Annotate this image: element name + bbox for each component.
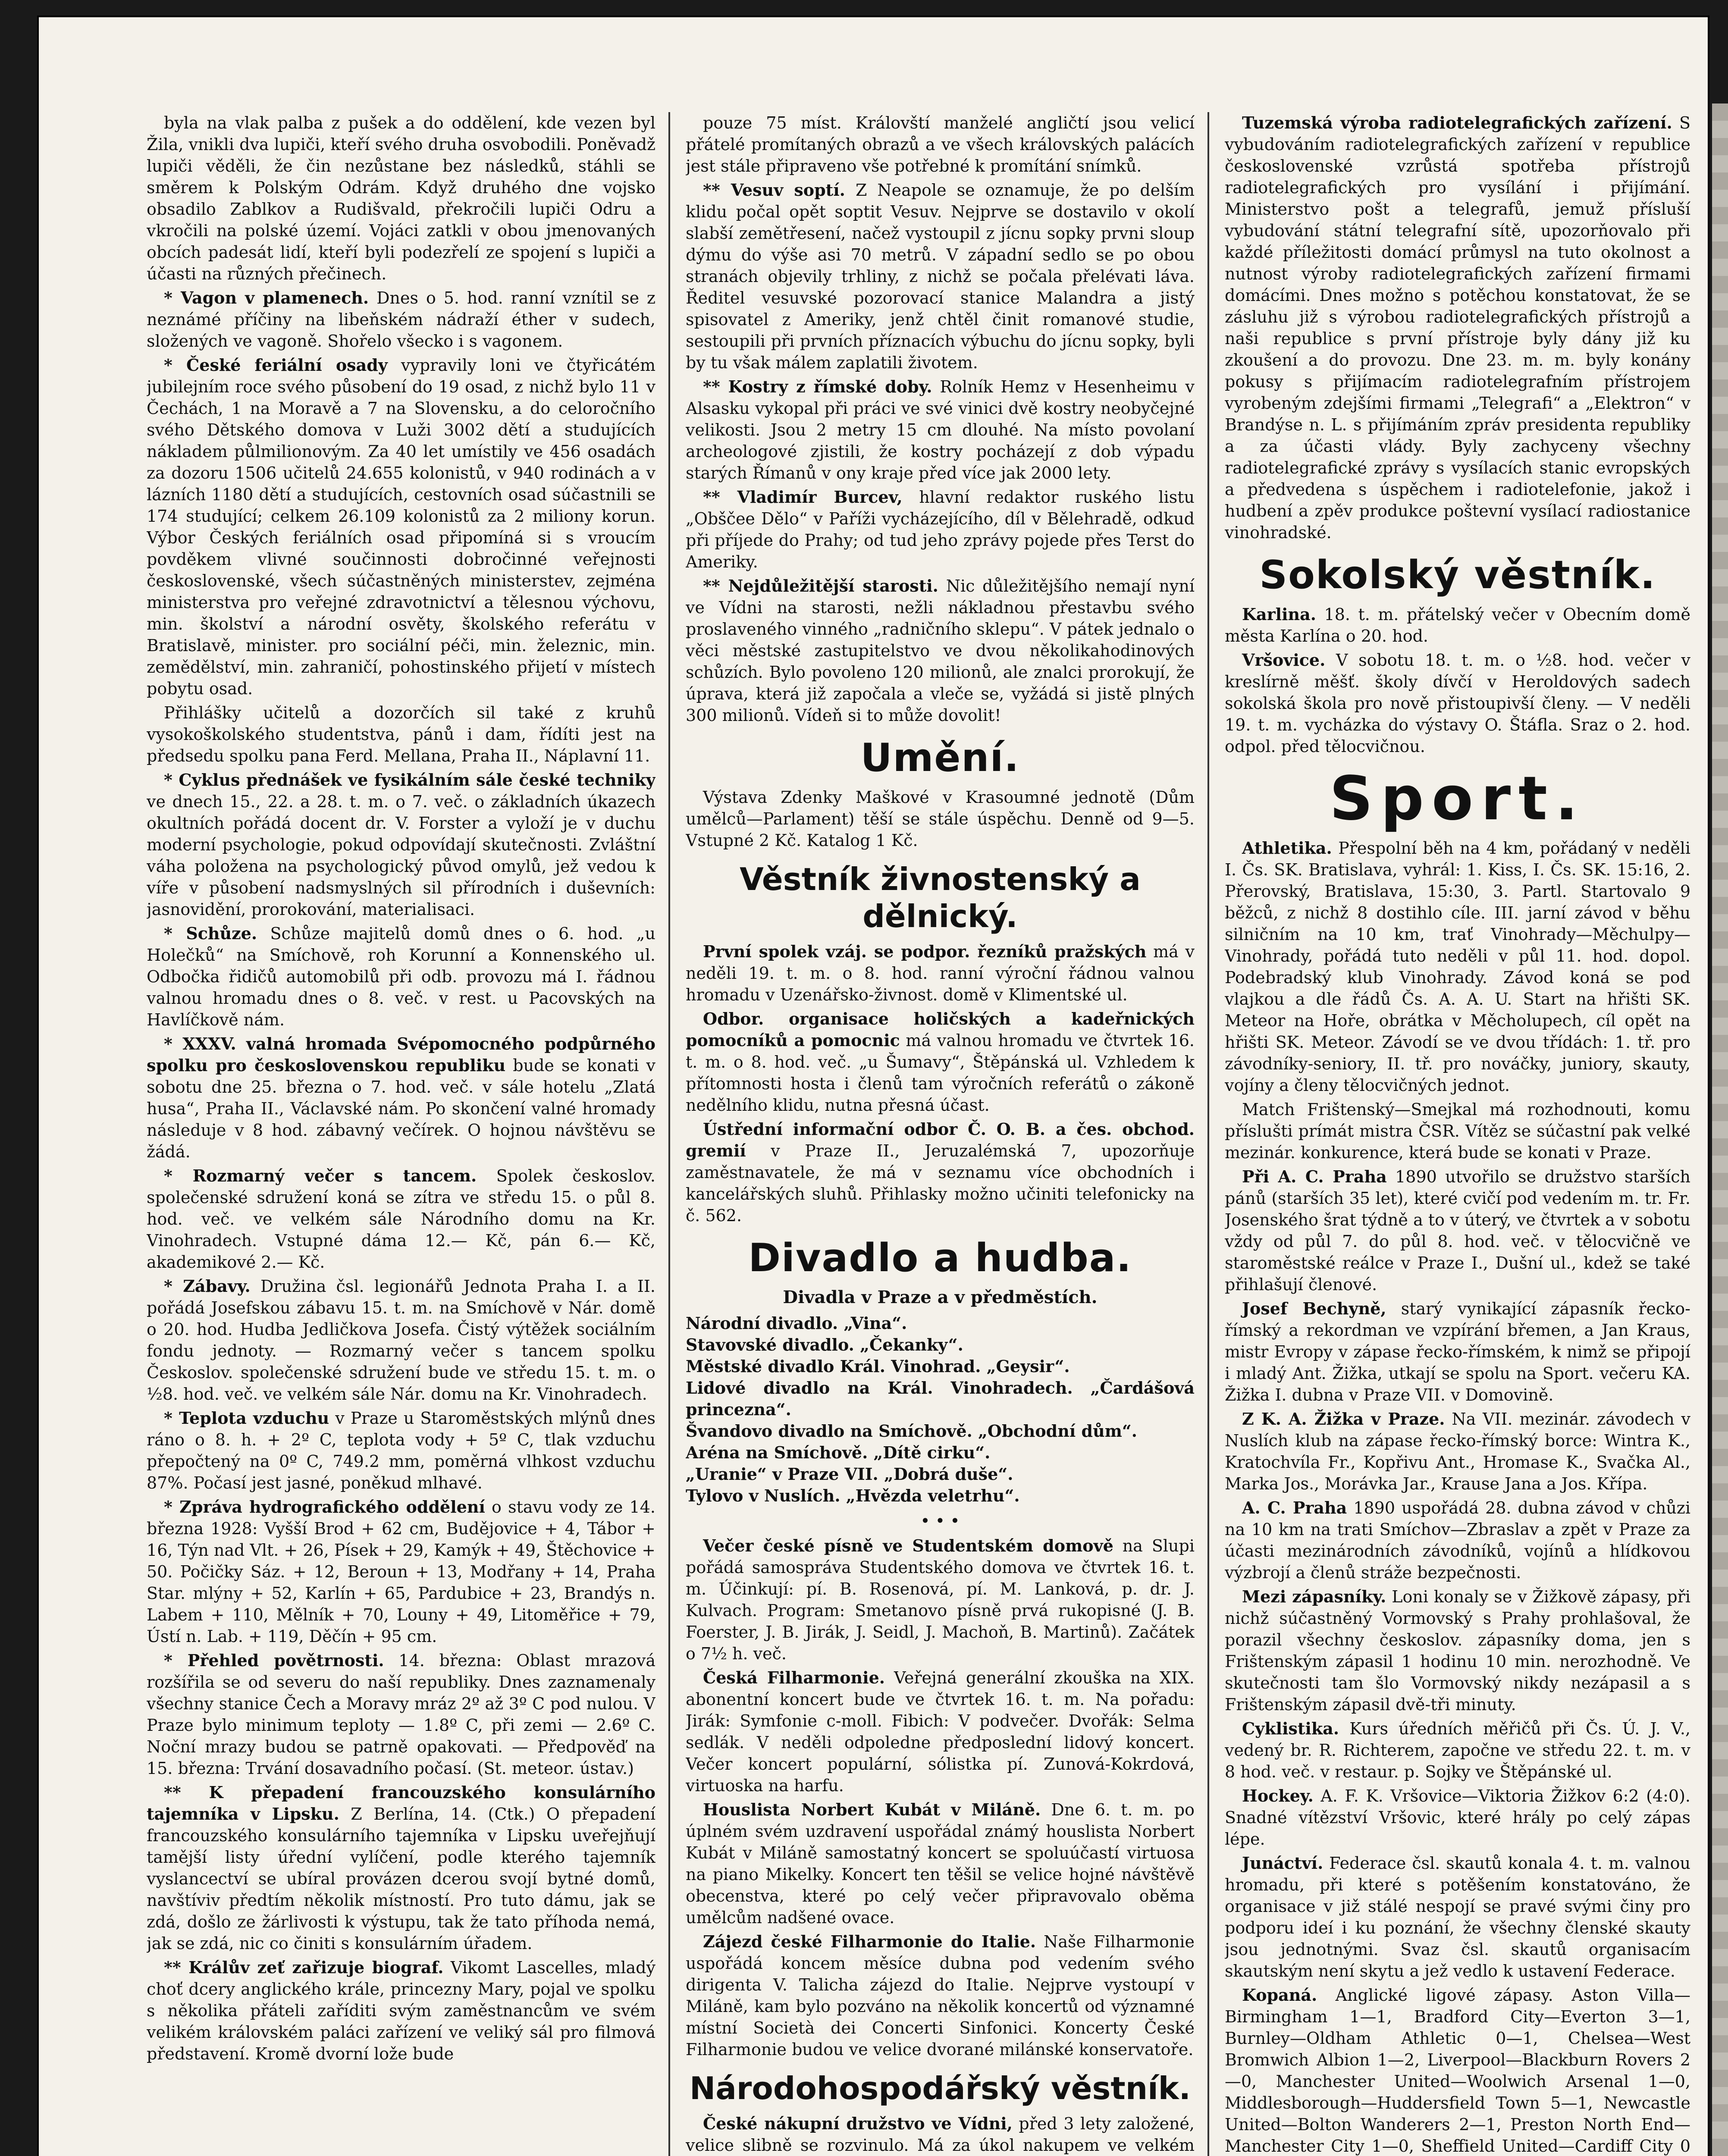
article-text: Veřejná generální zkouška na XIX. abonentní koncert bude ve čtvrtek 16. t. m. Na pořadu: Jirák: Symfonie c-moll. Fibich: V podvečer. Dvořák: Selma sedlák. V neděli odpoledne předposlední lidový koncert. Večer koncert populární, sólistka pí. Zunová-Kokrdová, virtuoska na harfu. <box>686 1668 1195 1795</box>
column-middle <box>686 112 1195 2156</box>
article-paragraph <box>686 1535 1195 1664</box>
program-listing: Tylovo v Nuslích. „Hvězda veletrhu“. <box>686 1486 1020 1505</box>
article-text: Vikomt Lascelles, mladý choť dcery anglického krále, princezny Mary, pojal ve spolku s několika přáteli zaříditi svým zaměstnancům ve svém velikém královském paláci zařízení ve veliký sál pro filmová představení. Kromě dvorní lože bude <box>147 1958 655 2063</box>
program-listing: Stavovské divadlo. „Čekanky“. <box>686 1335 963 1354</box>
article-paragraph <box>147 112 655 285</box>
article-paragraph <box>147 1407 655 1494</box>
program-listing: Městské divadlo Král. Vinohrad. „Geysir“. <box>686 1357 1070 1376</box>
article-text: má valnou hromadu ve čtvrtek 16. t. m. o 8. hod. več. „u Šumavy“, Štěpánská ul. Vzhledem k přítomnosti hosta i členů tam výročních referátů o zákoně nedělního klidu, nutna přesná účast. <box>686 1031 1195 1115</box>
article-paragraph <box>1225 649 1690 757</box>
article-lead: České nákupní družstvo ve Vídni, <box>703 2114 1013 2133</box>
article-lead: * Rozmarný večer s tancem. <box>164 1166 477 1185</box>
article-lead: * Cyklus přednášek ve fysikálním sále české techniky <box>164 770 655 790</box>
article-lead: První spolek vzáj. se podpor. řezníků pražských <box>703 942 1147 961</box>
article-paragraph <box>147 769 655 920</box>
article-lead: * Zpráva hydrografického oddělení <box>164 1497 485 1517</box>
article-lead: Zájezd české Filharmonie do Italie. <box>703 1932 1036 1951</box>
article-paragraph <box>1225 1852 1690 1982</box>
article-paragraph <box>147 1275 655 1405</box>
section-heading-umeni: Umění. <box>860 735 1020 780</box>
article-paragraph <box>1225 1298 1690 1406</box>
article-text: v Praze u Staroměstských mlýnů dnes ráno o 8. h. + 2º C, teplota vody + 5º C, tlak vzduchu přepočtený na 0º C, 749.2 mm, poměrná vlhkost vzduchu 87%. Počasí jest jasné, poněkud mlhavé. <box>147 1409 655 1492</box>
article-text: vypravily loni ve čtyřicátém jubilejním roce svého působení do 19 osad, z nichž bylo 11 v Čechách, 1 na Moravě a 7 na Slovensku, a do celoročního svého Dětského domova v Luži 3002 dětí a studujících nákladem půlmilionovým. Za 40 let umístily ve 456 osadách za dozoru 1506 učitelů 24.655 kolonistů, v 940 rodinách a v lázních 1180 dětí a studujících, cestovních osad súčastnili se 174 studující; celkem 26.109 kolonistů za 2 miliony korun. Výbor Českých feriálních osad připomíná si s vroucím povděkem vlivné součinnosti dobročinné veřejnosti československé, všech súčastněných ministerstev, zejména ministerstva pro veřejné zdravotnictví a tělesnou výchovu, min. školství a národní osvěty, školského referátu v Bratislavě, minister. pro sociální péči, min. železnic, min. zemědělství, min. zahraničí, pohostinského přijetí v místech pobytu osad. <box>147 356 655 698</box>
article-paragraph <box>1225 1166 1690 1295</box>
article-lead: Odbor. organisace holičských a kadeřnických pomocníků a pomocnic <box>686 1009 1195 1050</box>
section-heading-narodohospodarsky: Národohospodářský věstník. <box>690 2070 1191 2106</box>
article-text: Kurs úředních měřičů při Čs. Ú. J. V., vedený br. R. Richterem, započne ve středu 22. t. m. v 8 hod. več. v restaur. p. Sojky ve Štěpánské ul. <box>1225 1719 1690 1781</box>
article-paragraph <box>686 1119 1195 1226</box>
article-text: 1890 uspořádá 28. dubna závod v chůzi na 10 km na trati Smíchov—Zbraslav a zpět v Praze za účasti mezinárodních závodníků, vojínů a hlídkovou výzbrojí a členů stráže bezpečnosti. <box>1225 1498 1690 1582</box>
program-listing: „Uranie“ v Praze VII. „Dobrá duše“. <box>686 1464 1013 1484</box>
article-paragraph <box>147 354 655 699</box>
article-paragraph <box>686 486 1195 573</box>
article-text: Rolník Hemz v Hesenheimu v Alsasku vykopal při práci ve své vinici dvě kostry neobyčejné velikosti. Jsou 2 metry 15 cm dlouhé. Na místo povolaní archeologové zjistili, že kostry pocházejí z dob výpadu starých Římanů v ony kraje před více jak 2000 lety. <box>686 377 1195 483</box>
article-text: Přespolní běh na 4 km, pořádaný v neděli I. Čs. SK. Bratislava, vyhrál: 1. Kiss, I. Čs. SK. 15:16, 2. Přerovský, Bratislava, 15:30, 3. Partl. Startovalo 9 běžců, z nichž 8 dostihlo cíle. III. jarní závod v běhu silničním na 10 km, trať Vinohrady—Měchulpy—Vinohrady, pořádá tuto neděli v půl 11. hod. dopol. Podebradský klub Vinohrady. Závod koná se pod vlajkou a dle řádů Čs. A. A. U. Start na hřišti SK. Meteor na Hoře, obrátka v Měcholupech, cíl opět na hřišti SK. Meteor. Závodí se ve dvou třídách: 1. tř. pro závodníky-seniory, II. tř. pro nováčky, juniory, skauty, vojíny a členy tělocvičných jednot. <box>1225 839 1690 1095</box>
article-paragraph <box>1225 604 1690 647</box>
section-subheading-divadla: Divadla v Praze a v předměstích. <box>783 1287 1098 1307</box>
column-right <box>1225 112 1690 2156</box>
article-lead: Ústřední informační odbor Č. O. B. a čes. obchod. gremií <box>686 1119 1195 1160</box>
article-lead: Večer české písně ve Studentském domově <box>703 1536 1113 1555</box>
program-listing: Lidové divadlo na Král. Vinohradech. „Čardášová princezna“. <box>686 1378 1195 1419</box>
article-text: Z Berlína, 14. (Ctk.) O přepadení francouzského konsulárního tajemníka v Lipsku uveřejňují tamější listy úřední vylíčení, podle kterého tajemník vyslancectví se ubíral provázen dcerou svojí bytné domů, navštíviv předtím několik místností. Pro tuto dámu, jak se zdá, došlo ze žárlivosti k výstupu, tak že tato příhoda nemá, jak se zdá, nic co činiti s konsulárním úřadem. <box>147 1805 655 1953</box>
article-paragraph <box>686 1931 1195 2060</box>
article-text: bude se konati v sobotu dne 25. března o 7. hod. več. v sále hotelu „Zlatá husa“, Praha II., Václavské nám. Po skončení valné hromady následuje v 8 hod. zábavný večírek. O hojnou návštěvu se žádá. <box>147 1056 655 1161</box>
umeni-paragraph: Výstava Zdenky Maškové v Krasoumné jednotě (Dům umělců—Parlament) těší se stále úspěchu. Denně od 9—5. Vstupné 2 Kč. Katalog 1 Kč. <box>686 788 1195 850</box>
article-paragraph <box>1225 837 1690 1096</box>
article-text: 18. t. m. přátelský večer v Obecním domě města Karlína o 20. hod. <box>1225 605 1690 646</box>
article-text: hlavní redaktor ruského listu „Obščee Dělo“ v Paříži vycházejícího, díl v Bělehradě, odkud při příjede do Prahy; od tud jeho zprávy pojede přes Terst do Ameriky. <box>686 488 1195 571</box>
article-text: má v neděli 19. t. m. o 8. hod. ranní výroční řádnou valnou hromadu v Uzenářsko-živnost. domě v Klimentské ul. <box>686 942 1195 1004</box>
article-lead: Athletika. <box>1242 838 1332 858</box>
article-lead: ** Kostry z římské doby. <box>703 377 932 396</box>
article-lead: Z K. A. Žižka v Praze. <box>1242 1409 1445 1429</box>
article-paragraph <box>686 2113 1195 2156</box>
article-text: byla na vlak palba z pušek a do oddělení, kde vezen byl Žila, vnikli dva lupiči, kteří svého druha osvobodili. Poněvadž lupiči věděli, že čin nezůstane bez následků, stáhli se směrem k Polským Odrám. Když druhého dne vojsko obsadilo Zablkov a Rudišvald, překročili lupiči Odru a vkročili na polské území. Vojáci zatkli v obou jmenovaných obcích padesát lidí, kteří byli podezřelí ze spojení s lupiči a účasti na různých přečinech. <box>147 113 655 283</box>
article-lead: Mezi zápasníky. <box>1242 1587 1386 1606</box>
article-lead: Junáctví. <box>1242 1853 1323 1873</box>
article-lead: A. C. Praha <box>1242 1498 1347 1517</box>
article-text: Schůze majitelů domů dnes o 6. hod. „u Holečků“ na Smíchově, roh Korunní a Konnenského ul. Odbočka řidičů automobilů při odb. provozu má I. řádnou valnou hromadu dnes o 8. več. v rest. u Pacovských na Havlíčkově nám. <box>147 924 655 1029</box>
article-lead: * Přehled povětrnosti. <box>164 1651 384 1670</box>
article-lead: ** Vladimír Burcev, <box>703 487 903 507</box>
article-lead: Cyklistika. <box>1242 1719 1339 1738</box>
article-paragraph <box>1225 1099 1690 1163</box>
article-text: Anglické ligové zápasy. Aston Villa—Birmingham 1—1, Bradford City—Everton 3—1, Burnley—Oldham Athletic 0—1, Chelsea—West Bromwich Albion 1—2, Liverpool—Blackburn Rovers 2—0, Manchester United—Woolwich Arsenal 1—0, Middlesborough—Huddersfield Town 5—1, Newcastle United—Bolton Wanderers 2—1, Preston North End—Manchester City 1—0, Sheffield United—Cardiff City 0 <box>1225 1986 1690 2156</box>
article-paragraph <box>147 1165 655 1273</box>
article-paragraph <box>147 923 655 1031</box>
article-lead: Josef Bechyně, <box>1242 1299 1386 1318</box>
article-text: Naše Filharmonie uspořádá koncem měsíce dubna pod vedením svého dirigenta V. Talicha zájezd do Italie. Nejprve vystoupí v Miláně, kam bylo pozváno na několik koncertů od významné místní Società dei Concerti Sinfonici. Koncerty České Filharmonie budou ve velice dvorané milánské konservatoře. <box>686 1932 1195 2059</box>
article-lead: Tuzemská výroba radiotelegrafických zařízení. <box>1242 113 1672 132</box>
section-heading-sport: Sport. <box>1329 764 1586 834</box>
article-paragraph <box>686 1799 1195 1928</box>
article-text: A. F. K. Vršovice—Viktoria Žižkov 6:2 (4:0). Snadné vítězství Vršovic, které hrály po celý zápas lépe. <box>1225 1786 1690 1849</box>
section-heading-vestnik: Věstník živnostenský a dělnický. <box>740 861 1141 934</box>
article-lead: * Teplota vzduchu <box>164 1408 329 1428</box>
article-paragraph <box>147 1782 655 1954</box>
article-text: Federace čsl. skautů konala 4. t. m. valnou hromadu, při které s potěšením konstatováno, že organisace v již stálé nespojí se pravé svými činy pro podporu ideí i ku poznání, že všechny členské skauty jsou jednotnými. Svaz čsl. skautů organisacím skautským není skytu a jež vedlo k ustavení Federace. <box>1225 1854 1690 1981</box>
article-paragraph <box>686 112 1195 177</box>
article-paragraph <box>686 179 1195 373</box>
article-text: 14. března: Oblast mrazová rozšířila se od severu do naší republiky. Dnes zaznamenaly všechny stanice Čech a Moravy mráz 2º až 3º C pod nulou. V Praze bylo minimum teploty — 1.8º C, při zemi — 2.6º C. Noční mrazy budou se patrně opakovati. — Předpověď na 15. března: Trvání dosavadního počasí. (St. meteor. ústav.) <box>147 1651 655 1778</box>
article-paragraph <box>1225 112 1690 543</box>
article-text: pouze 75 míst. Královští manželé angličtí jsou velicí přátelé promítaných obrazů a ve všech královských palácích jest stále připraveno vše potřebné k promítání snímků. <box>686 113 1195 175</box>
separator-dots: • • • <box>920 1511 960 1530</box>
article-paragraph <box>147 1033 655 1163</box>
article-text: S vybudováním radiotelegrafických zařízení v republice československé vzrůstá spotřeba přístrojů radiotelegrafických pro vysílání i přijímání. Ministerstvo pošt a telegrafů, jemuž přísluší vybudování státní telegrafní sítě, upozorňovalo při každé příležitosti domácí průmysl na tuto okolnost a nutnost výroby radiotelegrafických zařízení firmami domácími. Dnes možno s potěchou konstatovat, že se zásluhu již s výrobou radiotelegrafických přístrojů a naši republice s první přístroje byly dány již ku zkoušení a do provozu. Dne 23. m. m. byly konány pokusy s přijímacím radiotelegrafním přístrojem vyrobeným zdejšími firmami „Telegrafi“ a „Elektron“ v Brandýse n. L. s přijímáním zpráv presidenta republiky a za účasti vlády. Byly zachyceny všechny radiotelegrafické zprávy s vysílacích stanic evropských a předvedena s úspěchem i radiotelefonie, jakož i hudbení a zpěv produkce poštevní vysílací radiostanice vinohradské. <box>1225 113 1690 542</box>
article-text: Nic důležitějšího nemají nyní ve Vídni na starosti, nežli nákladnou přestavbu svého proslaveného vinného „radničního sklepu“. V pátek jednalo o věci městské zastupitelstvo ve dvou několikahodinových schůzích. Bylo povoleno 120 milionů, ale znalci prorokují, že úprava, která již započala a vleče se, vyžádá si jistě plných 300 milionů. Vídeň si to může dovolit! <box>686 577 1195 725</box>
column-divider <box>1207 112 1209 2156</box>
article-paragraph <box>686 376 1195 484</box>
article-lead: Při A. C. Praha <box>1242 1167 1387 1186</box>
program-listing: Švandovo divadlo na Smíchově. „Obchodní dům“. <box>686 1421 1138 1441</box>
article-lead: Kopaná. <box>1242 1985 1317 2005</box>
article-text: V sobotu 18. t. m. o ½8. hod. večer v kreslírně měšť. školy dívčí v Heroldových sadech sokolská škola pro nově přistoupivší členy. — V neděli 19. t. m. vycházka do výstavy O. Štáfla. Sraz o 2. hod. odpol. před tělocvičnou. <box>1225 651 1690 756</box>
article-text: 1890 utvořilo se družstvo starších pánů (starších 35 let), které cvičí pod vedením m. tr. Fr. Josenského šrat týdně a to v úterý, ve čtvrtek a v sobotu vždy od půl 7. do půl 8. hod. več. v tělocvičně ve staroměstské reálce v Praze I., Dušní ul., kdež se také přihlašují členové. <box>1225 1167 1690 1294</box>
article-paragraph <box>1225 1785 1690 1850</box>
article-paragraph <box>1225 1408 1690 1495</box>
article-paragraph <box>686 1008 1195 1116</box>
program-listing: Aréna na Smíchově. „Dítě cirku“. <box>686 1443 991 1462</box>
article-paragraph <box>147 1957 655 2065</box>
article-text: Loni konaly se v Žižkově zápasy, při nichž súčastněný Vormovský s Prahy prohlašoval, že porazil všechny českoslov. zápasníky doma, jen s Frištenským zápasil 1 hodinu 10 min. nerozhodně. Ve skutečnosti tam šlo Vormovský nikdy nezápasil a s Frištenským zápasil dvě-tři minuty. <box>1225 1587 1690 1714</box>
adjacent-page-edge <box>1712 103 1728 2156</box>
article-text: o stavu vody ze 14. března 1928: Vyšší Brod + 62 cm, Budějovice + 4, Tábor + 16, Týn nad Vlt. + 26, Písek + 29, Kamýk + 49, Štěchovice + 50. Počičky Sáz. + 12, Beroun + 13, Modřany + 14, Praha Star. mlýny + 52, Karlín + 65, Pardubice + 23, Brandýs n. Labem + 110, Mělník + 70, Louny + 49, Litoměřice + 79, Ústí n. Lab. + 119, Děčín + 95 cm. <box>147 1498 655 1646</box>
article-lead: * Schůze. <box>164 924 257 943</box>
article-text: starý vynikající zápasník řecko-římský a rekordman ve vzpírání břemen, a Jan Kraus, mistr Evropy v zápase řecko-římském, k nimž se připojí i mladý Ant. Žižka, utkají se spolu na Sport. večeru KA. Žižka I. dubna v Praze VII. v Domovině. <box>1225 1299 1690 1404</box>
column-divider <box>668 112 670 2156</box>
article-text: Dnes o 5. hod. ranní vznítil se z neznámé příčiny na libeňském nádraží éther v sudech, složených ve vagoně. Shořelo všecko i s vagonem. <box>147 288 655 351</box>
article-paragraph <box>1225 1718 1690 1783</box>
article-text: před 3 lety založené, velice slibně se rozvinulo. Má za úkol nakupem ve velkém <box>686 2114 1195 2155</box>
article-text: v Praze II., Jeruzalémská 7, upozorňuje zaměstnavatele, že má v seznamu více obchodních i kancelářských sluhů. Přihlasky možno učiniti telefonicky na č. 562. <box>686 1141 1195 1225</box>
section-heading-divadlo: Divadlo a hudba. <box>748 1235 1132 1281</box>
article-paragraph <box>1225 1984 1690 2156</box>
article-paragraph <box>147 1496 655 1647</box>
article-paragraph <box>686 1667 1195 1796</box>
article-text: ve dnech 15., 22. a 28. t. m. o 7. več. o základních úkazech okultních pořádá docent dr. V. Forster a vyloží je v duchu moderní psychologie, pokud odpovídají skutečnosti. Zvláštní váha položena na psychologický původ omylů, jež vedou k víře v působení nadsmyslných sil přírodních i duševních: jasnovidění, prorokování, materialisaci. <box>147 792 655 919</box>
article-lead: Hockey. <box>1242 1786 1314 1805</box>
article-lead: Česká Filharmonie. <box>703 1668 885 1687</box>
article-lead: Karlina. <box>1242 605 1317 624</box>
article-paragraph <box>686 575 1195 726</box>
article-paragraph <box>147 287 655 352</box>
article-text: Na VII. mezinár. závodech v Nuslích klub na zápase řecko-římský borce: Wintra K., Kratochvíla Fr., Kopřivu Ant., Hromase K., Svačka Al., Marka Jos., Morávka Jar., Krause Jana a Jos. Křípa. <box>1225 1410 1690 1493</box>
article-lead: ** Vesuv soptí. <box>703 180 845 200</box>
article-lead: Houslista Norbert Kubát v Miláně. <box>703 1800 1041 1819</box>
article-text: Dne 6. t. m. po úplném svém uzdravení uspořádal známý houslista Norbert Kubát v Miláně samostatný koncert se spoluúčastí virtuosa na piano Mikelky. Koncert ten těšil se velice hojné návštěvě obecenstva, které po celý večer připravovalo oběma umělcům nadšené ovace. <box>686 1800 1195 1927</box>
article-lead: ** K přepadení francouzského konsulárního tajemníka v Lipsku. <box>147 1783 655 1824</box>
column-left <box>147 112 655 2156</box>
article-lead: * České feriální osady <box>164 355 388 375</box>
article-lead: * Vagon v plamenech. <box>164 288 369 307</box>
article-text: Přihlášky učitelů a dozorčích sil také z kruhů vysokoškolského studentstva, pánů i dam, řídíti jest na předsedu spolku pana Ferd. Mellana, Praha II., Náplavní 11. <box>147 703 655 765</box>
article-lead: Vršovice. <box>1242 650 1326 670</box>
article-lead: * XXXV. valná hromada Svépomocného podpůrného spolku pro československou republiku <box>147 1034 655 1075</box>
article-text: Spolek českoslov. společenské sdružení koná se zítra ve středu 15. o půl 8. hod. več. ve velkém sále Národního domu na Kr. Vinohradech. Vstupné dáma 12.— Kč, pán 6.— Kč, akademikové 2.— Kč. <box>147 1166 655 1272</box>
article-lead: ** Nejdůležitější starosti. <box>703 576 938 595</box>
article-text: Z Neapole se oznamuje, že po delším klidu počal opět soptit Vesuv. Nejprve se dostavilo v okolí slabší zemětřesení, načež vystoupil z jícnu sopky prvni sloup dýmu do výše asi 70 metrů. V západní sedlo se po obou stranách objevily trhliny, z nichž se počala přelévati láva. Ředitel vesuvské pozorovací stanice Malandra a jistý spisovatel z Ameriky, jenž chtěl činit romanové studie, sestoupili při prvních příznacích výbuchu do jícnu sopky, byli by tu však málem zaplatili životem. <box>686 181 1195 372</box>
article-text: Match Frištenský—Smejkal má rozhodnouti, komu příslušti prímát mistra ČSR. Vítěz se súčastní pak velké mezinár. konkurence, která bude se konati v Praze. <box>1225 1100 1690 1162</box>
article-paragraph <box>686 941 1195 1006</box>
newspaper-page <box>39 17 1708 2156</box>
article-text: Družina čsl. legionářů Jednota Praha I. a II. pořádá Josefskou zábavu 15. t. m. na Smíchově v Nár. domě o 20. hod. Hudba Jedličkova Josefa. Čistý výtěžek sociálním fondu jednoty. — Rozmarný večer s tancem spolku Českoslov. společenské sdružení bude ve středu 15. t. m. o ½8. hod. več. ve velkém sále Nár. domu na Kr. Vinohradech. <box>147 1277 655 1404</box>
article-lead: * Zábavy. <box>164 1276 251 1296</box>
program-listing: Národní divadlo. „Vina“. <box>686 1313 907 1333</box>
article-paragraph <box>147 1650 655 1779</box>
section-heading-sokol: Sokolský věstník. <box>1259 552 1656 598</box>
article-paragraph <box>1225 1497 1690 1583</box>
article-text: na Slupi pořádá samosprávа Studentského domova ve čtvrtek 16. t. m. Účinkují: pí. B. Rosenová, pí. M. Lanková, p. dr. J. Kulvach. Program: Smetanovo písně prvá rukopisné (J. B. Foerster, J. B. Jirák, J. Seidl, J. Machoň, B. Martinů). Začátek o 7½ h. več. <box>686 1536 1195 1663</box>
article-paragraph <box>147 702 655 767</box>
article-lead: ** Králův zeť zařizuje biograf. <box>164 1958 444 1977</box>
article-paragraph <box>1225 1586 1690 1715</box>
